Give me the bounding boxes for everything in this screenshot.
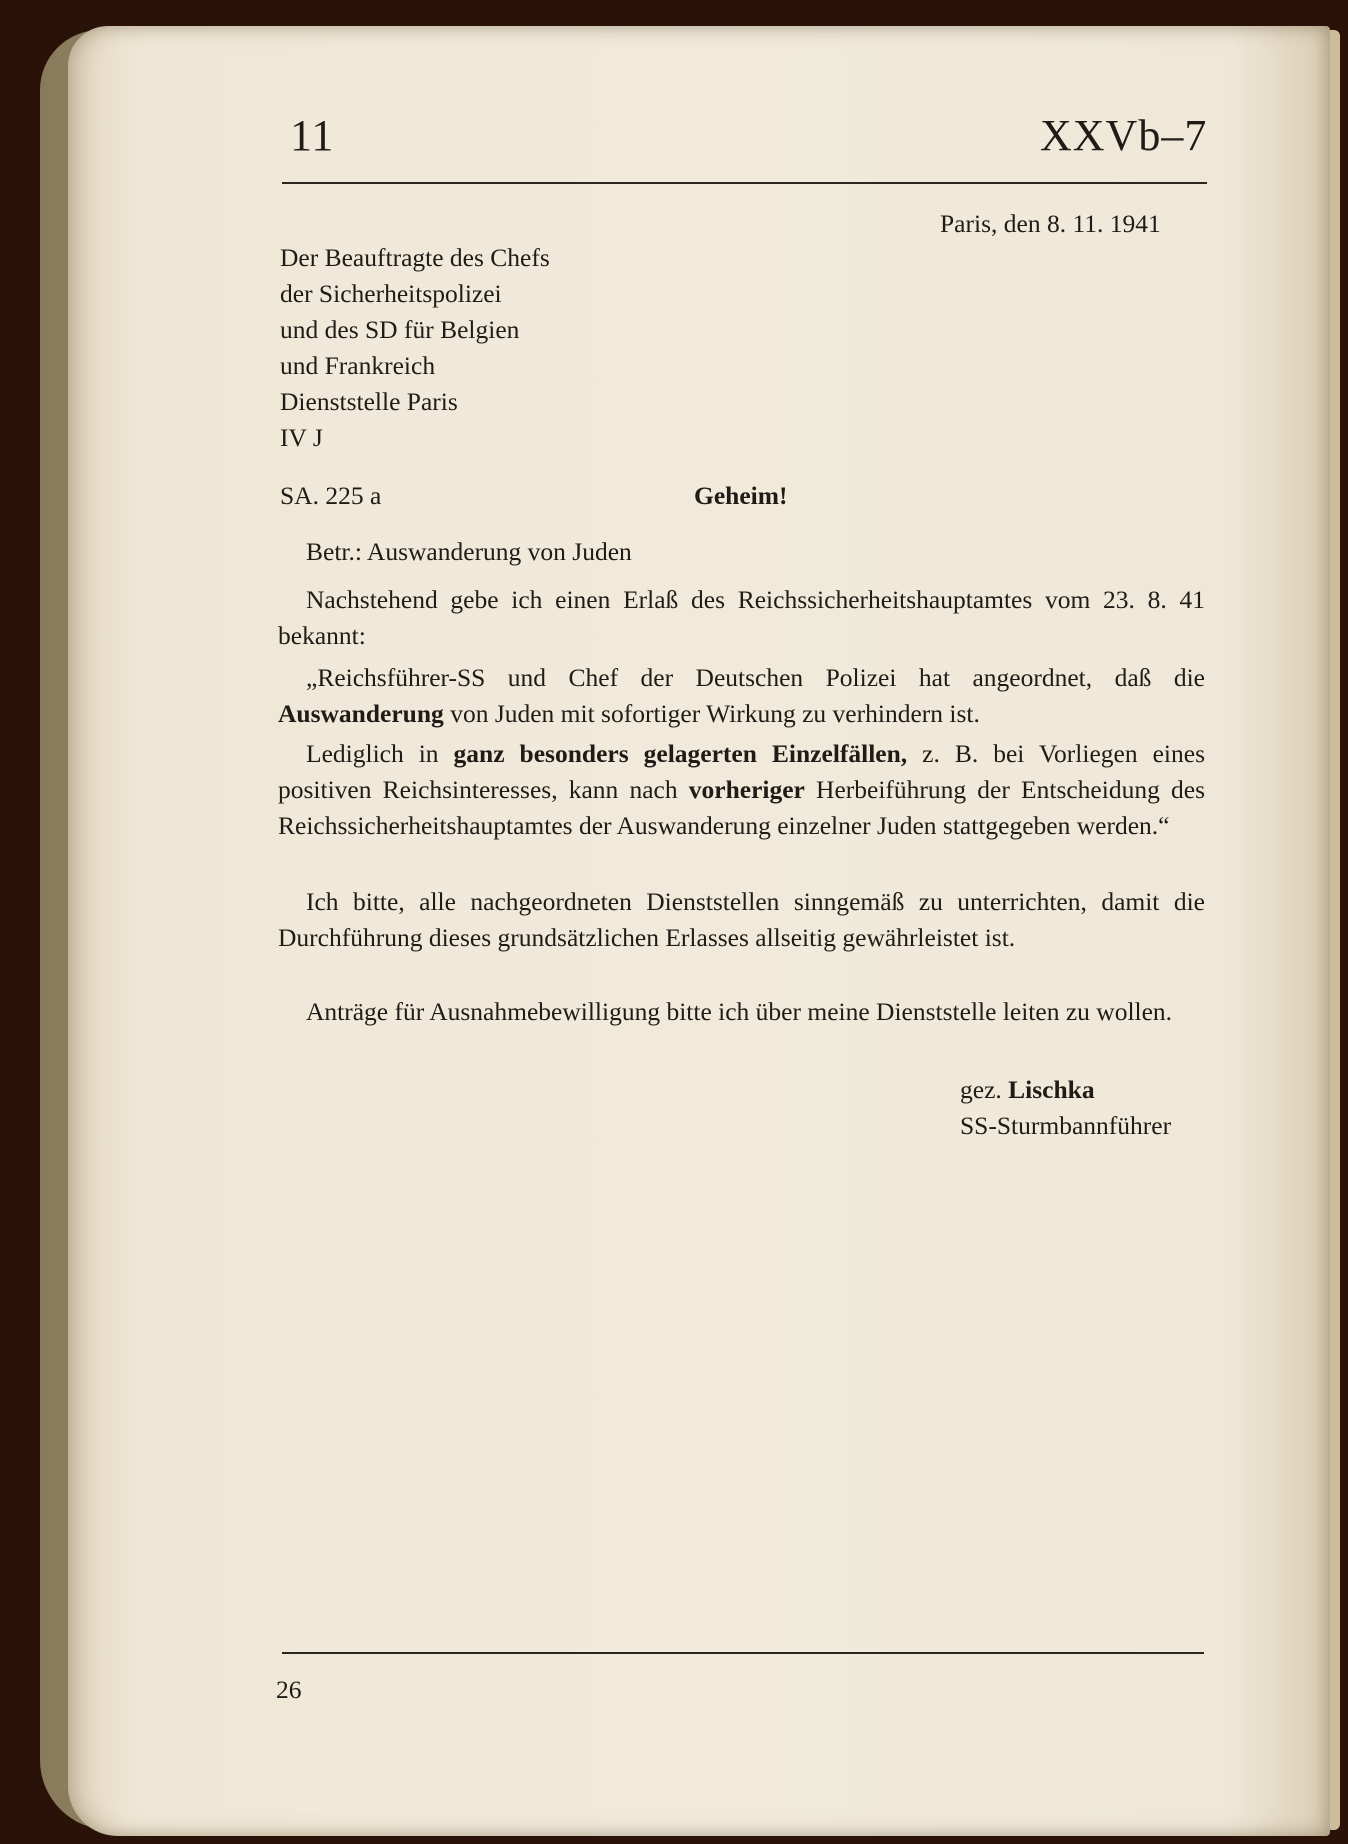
signature-name: gez. Lischka	[960, 1075, 1095, 1104]
signature-title: SS-Sturmbannführer	[960, 1111, 1172, 1140]
archive-reference: XXVb–7	[1040, 111, 1208, 160]
page-number: 26	[276, 1675, 302, 1704]
header-rule	[282, 182, 1207, 184]
emphasis-text: Auswanderung	[278, 699, 444, 728]
paragraph-request: Ich bitte, alle nachgeordneten Dienststellen sinngemäß zu unterrichten, damit die Durchführung dieses grundsätzlichen Erlasses allseitig gewährleistet ist.	[278, 887, 1205, 952]
document-number: 11	[290, 111, 335, 160]
emphasis-text: ganz besonders gelagerten Einzelfällen,	[453, 739, 908, 768]
file-reference: SA. 225 a	[280, 481, 382, 510]
paragraph-intro: Nachstehend gebe ich einen Erlaß des Reichssicherheitshauptamtes vom 23. 8. 41 bekannt:	[278, 585, 1205, 650]
paragraph-applications: Anträge für Ausnahmebewilligung bitte ich über meine Dienststelle leiten zu wollen.	[306, 997, 1173, 1026]
emphasis-text: vorheriger	[688, 775, 805, 804]
paragraph-decree: „Reichsführer-SS und Chef der Deutschen Polizei hat angeordnet, daß die Auswanderung von Juden mit sofortiger Wirkung zu verhindern ist.	[278, 663, 1205, 728]
sender-line: und des SD für Belgien	[280, 315, 520, 344]
footer-rule	[282, 1652, 1204, 1654]
paragraph-exception: Lediglich in ganz besonders gelagerten Einzelfällen, z. B. bei Vorliegen eines positiven Reichsinteresses, kann nach vorheriger Herbeiführung der Entscheidung des Reichssicherheitshauptamtes der Auswanderung einzelner Juden stattgegeben werden.“	[278, 739, 1205, 840]
subject-line: Betr.: Auswanderung von Juden	[306, 537, 632, 566]
sender-line: IV J	[280, 423, 323, 452]
sender-line: der Sicherheitspolizei	[280, 279, 502, 308]
letter-date: Paris, den 8. 11. 1941	[940, 209, 1161, 238]
sender-line: Der Beauftragte des Chefs	[280, 243, 550, 272]
sender-line: und Frankreich	[280, 351, 436, 380]
classification-stamp: Geheim!	[694, 481, 788, 510]
sender-line: Dienststelle Paris	[280, 387, 458, 416]
